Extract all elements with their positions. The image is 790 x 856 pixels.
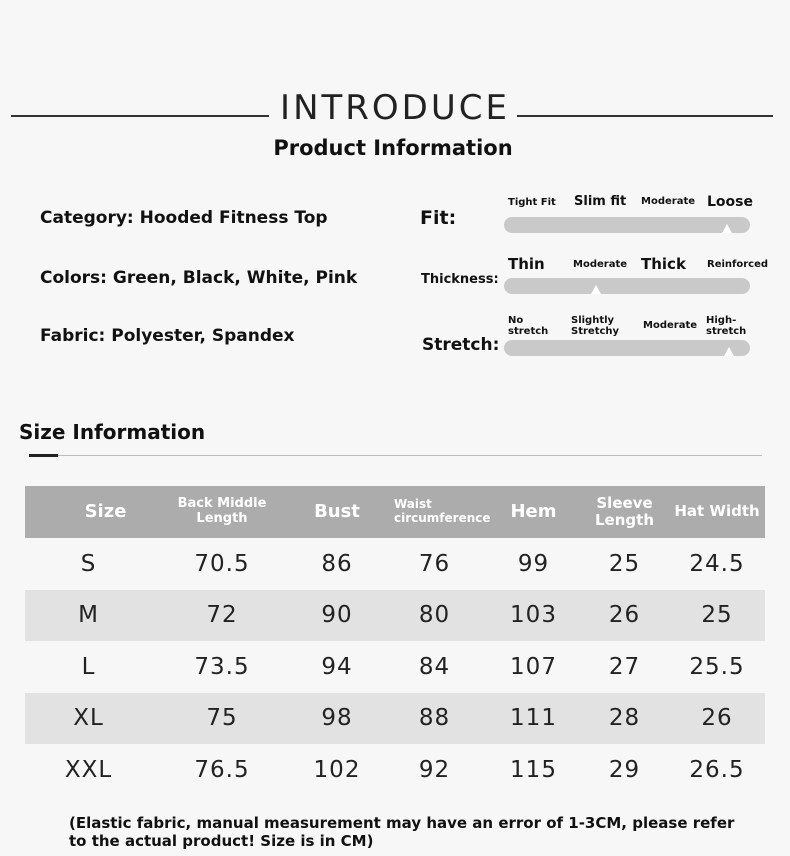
- fit-tick-3: Loose: [707, 194, 753, 210]
- stretch-tick-2: Moderate: [643, 320, 698, 331]
- table-cell: 107: [510, 653, 557, 680]
- table-cell: XXL: [64, 756, 113, 783]
- fit-scale-marker: [722, 224, 732, 233]
- table-cell: 86: [321, 550, 353, 577]
- table-row: [25, 693, 765, 745]
- table-cell: 26: [669, 693, 765, 745]
- size-section-divider-accent: [29, 454, 58, 457]
- column-header: Sleeve Length: [580, 486, 669, 538]
- table-cell: 26.5: [689, 756, 745, 783]
- product-fabric: Fabric: Polyester, Spandex: [40, 326, 295, 346]
- table-cell: 25.5: [689, 653, 745, 680]
- table-cell: 103: [487, 590, 580, 642]
- thickness-scale-bar: [504, 278, 750, 294]
- table-cell: 76.5: [194, 756, 250, 783]
- page-title: INTRODUCE: [280, 88, 510, 128]
- table-cell: S: [80, 550, 97, 577]
- thickness-scale-marker: [591, 285, 601, 294]
- fit-tick-0: Tight Fit: [508, 197, 556, 208]
- column-header: Bust: [292, 486, 382, 538]
- measurement-note: (Elastic fabric, manual measurement may have an error of 1-3CM, please refer to the actual product! Size is in CM): [69, 814, 735, 850]
- column-header: Size: [25, 486, 152, 538]
- column-header: Waist circumference: [382, 486, 487, 538]
- table-cell: 80: [382, 590, 487, 642]
- size-section-divider: [29, 455, 762, 456]
- table-cell: 70.5: [194, 550, 250, 577]
- fit-scale-bar: [504, 217, 750, 233]
- column-header: Hat Width: [669, 486, 765, 538]
- stretch-tick-1: Slightly Stretchy: [571, 315, 620, 337]
- table-cell: 102: [313, 756, 361, 783]
- table-cell: 28: [580, 693, 669, 745]
- table-cell: 111: [487, 693, 580, 745]
- thickness-tick-0: Thin: [508, 255, 545, 273]
- table-row: [25, 641, 765, 693]
- table-cell: 76: [418, 550, 451, 577]
- table-cell: 94: [321, 653, 353, 680]
- table-cell: 99: [517, 550, 550, 577]
- size-table: [25, 486, 765, 796]
- product-category: Category: Hooded Fitness Top: [40, 208, 328, 228]
- column-header: Hem: [487, 486, 580, 538]
- stretch-scale-marker: [724, 347, 734, 356]
- table-row: [25, 590, 765, 642]
- table-cell: 72: [152, 590, 292, 642]
- table-cell: 92: [418, 756, 451, 783]
- table-cell: 115: [510, 756, 557, 783]
- thickness-label: Thickness:: [421, 272, 499, 287]
- table-row: [25, 744, 765, 796]
- stretch-label: Stretch:: [422, 335, 500, 355]
- table-cell: M: [25, 590, 152, 642]
- size-section-title: Size Information: [19, 420, 206, 444]
- table-cell: 84: [418, 653, 451, 680]
- column-header: Back Middle Length: [152, 486, 292, 538]
- page-subtitle: Product Information: [273, 136, 513, 160]
- thickness-tick-1: Moderate: [573, 259, 628, 270]
- thickness-tick-2: Thick: [641, 255, 686, 273]
- table-cell: 75: [152, 693, 292, 745]
- table-cell: 25: [669, 590, 765, 642]
- table-row: [25, 538, 765, 590]
- stretch-tick-3: High-stretch: [706, 315, 747, 337]
- stretch-scale-bar: [504, 340, 750, 356]
- table-cell: 29: [608, 756, 641, 783]
- product-colors: Colors: Green, Black, White, Pink: [40, 268, 358, 288]
- thickness-tick-3: Reinforced: [707, 259, 769, 270]
- table-cell: XL: [25, 693, 152, 745]
- table-cell: 98: [292, 693, 382, 745]
- size-table-header: [25, 486, 765, 538]
- table-cell: 25: [608, 550, 641, 577]
- table-cell: 73.5: [194, 653, 250, 680]
- table-cell: 27: [608, 653, 641, 680]
- table-cell: L: [81, 653, 96, 680]
- table-cell: 26: [580, 590, 669, 642]
- fit-tick-2: Moderate: [641, 196, 696, 207]
- fit-tick-1: Slim fit: [574, 194, 627, 209]
- table-cell: 24.5: [689, 550, 745, 577]
- table-cell: 88: [382, 693, 487, 745]
- table-cell: 90: [292, 590, 382, 642]
- stretch-tick-0: No stretch: [508, 315, 549, 337]
- fit-label: Fit:: [420, 207, 457, 229]
